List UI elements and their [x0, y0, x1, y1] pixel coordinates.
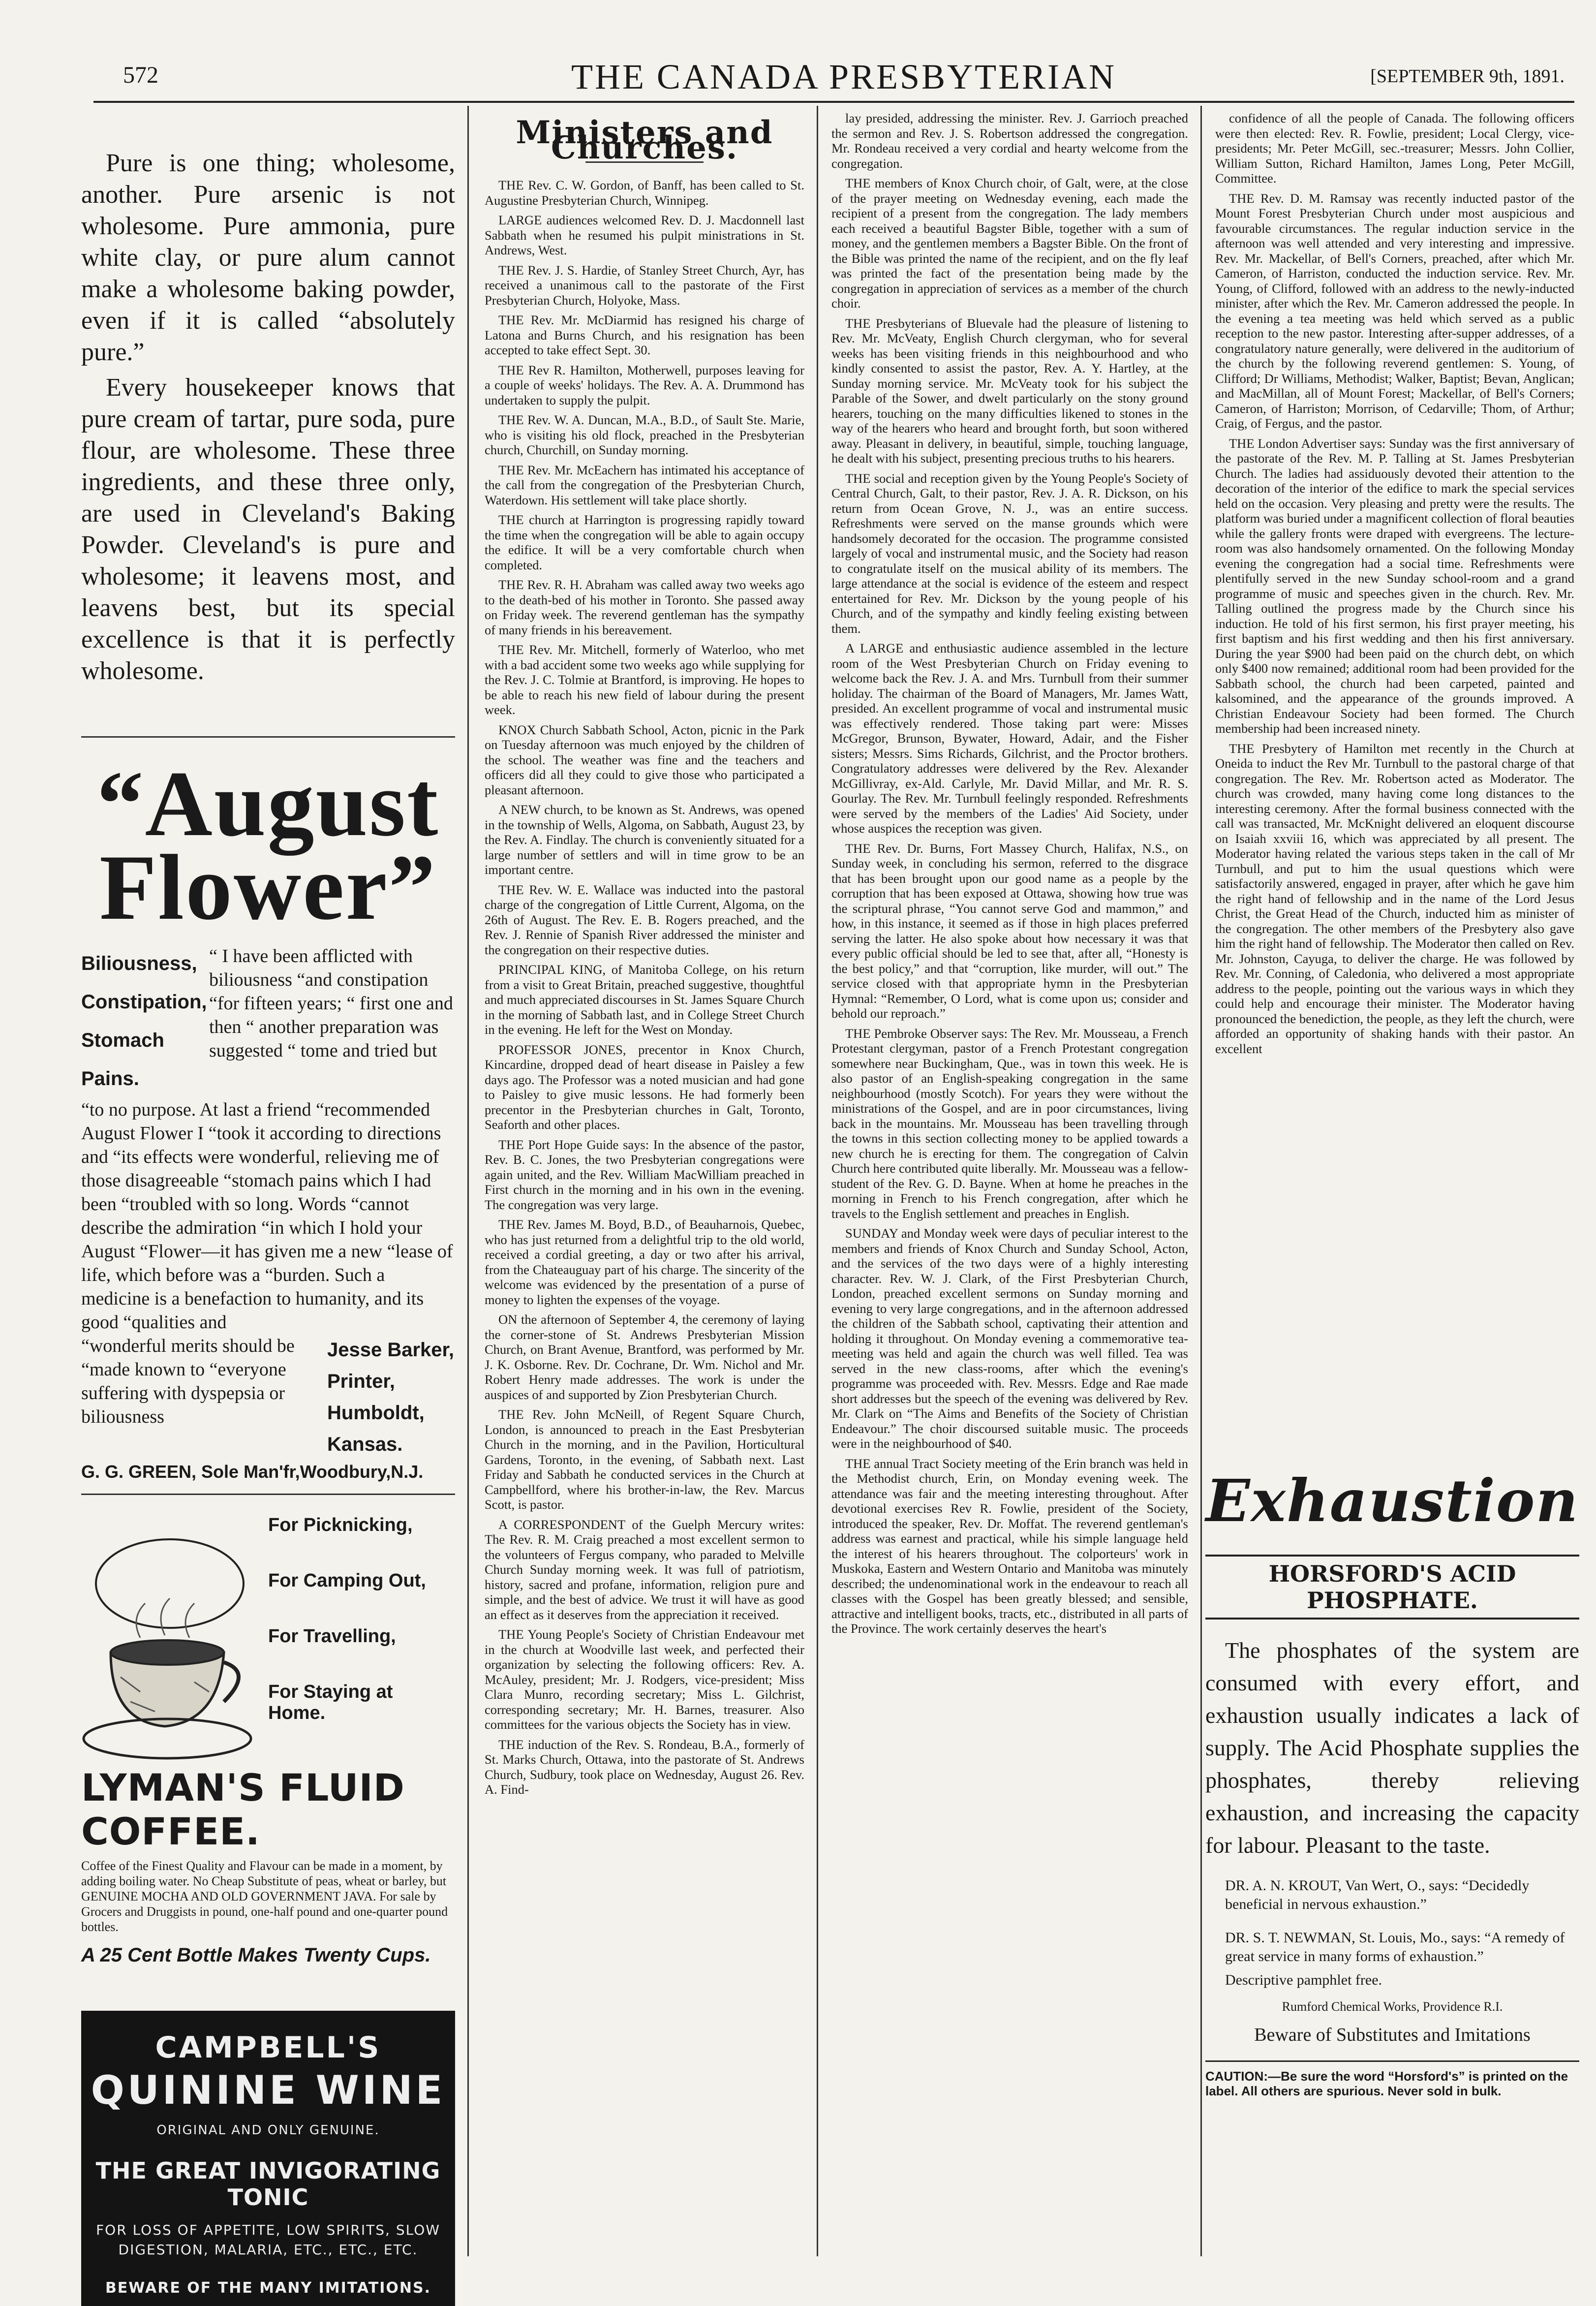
- article-list: [1215, 111, 1574, 1056]
- article-paragraph: THE Rev. D. M. Ramsay was recently inducted pastor of the Mount Forest Presbyterian Church under most auspicious and favourable circumstances. The regular induction service in the afternoon was well attended and very interesting and impressive. Rev. Mr. Mackellar, of Bell's Corners, preached, after which Mr. Cameron, of Harriston, conducted the induction service. Rev. Mr. Young, of Clifford, followed with an address to the newly-inducted minister, after which the Rev. Mr. Cameron addressed the people. In the evening a tea meeting was held which served as a public reception to the new pastor. Interesting after-supper addresses, of a congratulatory nature generally, were delivered in the auditorium of the church by the following reverend gentlemen: S. Young, of Clifford; Dr Williams, Methodist; Walker, Baptist; Bevan, Anglican; and MacMillan, all of Mount Forest; Mackellar, of Bell's Corners; Cameron, of Harriston; Morrison, of Cedarville; Thom, of Arthur; Craig, of Fergus, and the pastor.: [1215, 190, 1574, 431]
- article-paragraph: confidence of all the people of Canada. The following officers were then elected: Rev. R. Fowlie, president; Local Clergy, vice-presidents; Mr. Peter McGill, sec.-treasurer; Messrs. John Collier, William Sutton, Richard Hamilton, James Long, Peter McGill, Committee.: [1215, 111, 1574, 186]
- article-paragraph: A NEW church, to be known as St. Andrews, was opened in the township of Wells, Algoma, on Sabbath, August 23, by the Rev. A. Findlay. The church is conveniently situated for a large number of settlers and will in time grow to be an important centre.: [485, 802, 804, 877]
- article-paragraph: THE Rev R. Hamilton, Motherwell, purposes leaving for a couple of weeks' holidays. The Rev. A. A. Drummond has undertaken to supply the pulpit.: [485, 362, 804, 407]
- article-paragraph: THE Rev. W. A. Duncan, M.A., B.D., of Sault Ste. Marie, who is visiting his old flock, preached in the Presbyterian church, Churchill, on Sunday morning.: [485, 412, 804, 457]
- article-paragraph: THE Rev. James M. Boyd, B.D., of Beauharnois, Quebec, who has just returned from a delightful trip to the old world, received a cordial greeting, a day or two after his arrival, from the Chateauguay part of his charge. The sincerity of the welcome was evidenced by the presentation of a purse of money to lighten the expenses of the voyage.: [485, 1217, 804, 1307]
- ad-title-line: Flower”: [99, 836, 437, 939]
- article-paragraph: THE Rev. Dr. Burns, Fort Massey Church, Halifax, N.S., on Sunday week, in concluding his sermon, referred to the disgrace that has been brought upon our good name as a people by the corruption that has been exposed at Ottawa, showing how true was the scriptural phrase, “You cannot serve God and mammon,” and how, in this instance, it seemed as if those in high places preferred serving the latter. He also spoke about how necessary it was that every public official should be led to see that, after all, “Honesty is the best policy,” and that “corruption, like murder, will out.” The service closed with that appropriate hymn in the Presbyterian Hymnal: “Remember, O Lord, what is come upon us; consider and behold our reproach.”: [831, 841, 1188, 1021]
- column-rule: [1200, 106, 1202, 2256]
- signer-line: Jesse Barker,: [327, 1339, 455, 1361]
- article-paragraph: THE Rev. J. S. Hardie, of Stanley Street Church, Ayr, has received a unanimous call to the pastorate of the First Presbyterian Church, Holyoke, Mass.: [485, 262, 804, 308]
- article-paragraph: lay presided, addressing the minister. Rev. J. Garrioch preached the sermon and Rev. J. S. Robertson addressed the congregation. Mr. Rondeau received a very cordial and hearty welcome from the congregation.: [831, 111, 1188, 171]
- fine-print: Coffee of the Finest Quality and Flavour can be made in a moment, by adding boiling water. No Cheap Substitute of peas, wheat or barley, but GENUINE MOCHA AND OLD GOVERNMENT JAVA. For sale by Grocers and Druggists in pound, one-half pound and one-quarter pound bottles.: [81, 1859, 448, 1934]
- issue-date: [SEPTEMBER 9th, 1891.: [1370, 66, 1565, 87]
- article-paragraph: THE Young People's Society of Christian Endeavour met in the church at Woodville last week, and perfected their organization by selecting the following officers: Rev. A. McAuley, president; Mr. J. Rodgers, vice-president; Miss Clara Munro, recording secretary; Miss L. Gilchrist, corresponding secretary; Mr. H. Barnes, treasurer. Also committees for the various objects the Society has in view.: [485, 1627, 804, 1732]
- ad-body: The phosphates of the system are consumed with every effort, and exhaustion usually indicates a lack of supply. The Acid Phosphate supplies the phosphates, thereby relieving exhaustion, and increasing the capacity for labour. Pleasant to the taste.: [1205, 1638, 1579, 1858]
- ad-headline: HORSFORD'S ACID PHOSPHATE.: [1205, 1555, 1579, 1620]
- testimonial-body: “to no purpose. At last a friend “recommended August Flower I “took it according to directions and “its effects were wonderful, relieving me of those disagreeable “stomach pains which I had been “troubled with so long. Words “cannot describe the admiration “in which I hold your August “Flower—it has given me a new “lease of life, which before was a “burden. Such a medicine is a benefaction to humanity, and its good “qualities and: [81, 1099, 453, 1333]
- ad-title: Exhaustion: [1205, 1466, 1579, 1535]
- ailment: Stomach: [81, 1029, 164, 1051]
- signer-line: Printer,: [327, 1371, 395, 1392]
- article-paragraph: THE church at Harrington is progressing rapidly toward the time when the congregation will be able to again occupy the edifice. It will be a very comfortable church when completed.: [485, 512, 804, 572]
- use-item: For Staying at Home.: [268, 1682, 393, 1723]
- section-heading: Ministers and Churches.: [516, 114, 773, 166]
- article-paragraph: ON the afternoon of September 4, the ceremony of laying the corner-stone of St. Andrews Presbyterian Mission Church, on Brant Avenue, Brantford, was performed by Mr. J. K. Osborne. Rev. Dr. Cochrane, Dr. Wm. Nichol and Mr. Robert Henry made addresses. The work is under the auspices of and supported by Zion Presbyterian Church.: [485, 1312, 804, 1402]
- article-paragraph: A CORRESPONDENT of the Guelph Mercury writes: The Rev. R. M. Craig preached a most excellent sermon to the volunteers of Fergus company, who paraded to Melville Church Sunday morning week. It was full of patriotism, history, sacred and profane, information, religion pure and simple, and the best of advice. We trust it will have as good an effect as it deserves from the appreciation it received.: [485, 1517, 804, 1622]
- ad-paragraph: Pure is one thing; wholesome, another. Pure arsenic is not wholesome. Pure ammonia, pure white clay, or pure alum cannot make a wholesome baking powder, even if it is called “absolutely pure.”: [81, 149, 455, 366]
- article-paragraph: THE social and reception given by the Young People's Society of Central Church, Galt, to their pastor, Rev. J. A. R. Dickson, on his return from Ocean Grove, N. J., was an entire success. Refreshments were served on the manse grounds which were handsomely decorated for the occasion. The programme consisted largely of vocal and instrumental music, and the Society had reason to congratulate itself on the musical ability of its members. The large attendance at the social is evidence of the esteem and respect entertained for Rev. Mr. Dickson by the young people of his Church, and of the sympathy and kindly feeling existing between them.: [831, 470, 1188, 636]
- article-paragraph: THE Rev. John McNeill, of Regent Square Church, London, is announced to preach in the East Presbyterian Church in the morning, and in the Pavilion, Horticultural Gardens, Toronto, in the evening, of Sabbath next. Last Friday and Sabbath he conducted services in the Church at Campbellford, where his brother-in-law, the Rev. Marcus Scott, is pastor.: [485, 1407, 804, 1512]
- testimonial: DR. S. T. NEWMAN, St. Louis, Mo., says: “A remedy of great service in many forms of exhaustion.”: [1225, 1930, 1565, 1964]
- ad-title-line: “August: [96, 752, 440, 856]
- ad-line: ORIGINAL AND ONLY GENUINE.: [156, 2123, 380, 2138]
- column-rule: [817, 106, 818, 2256]
- pamphlet-note: Descriptive pamphlet free.: [1225, 1972, 1382, 1988]
- article-paragraph: THE Rev. Mr. McDiarmid has resigned his charge of Latona and Burns Church, and his resignation has been accepted to take effect Sept. 30.: [485, 312, 804, 357]
- lymans-fluid-coffee-ad: [81, 1515, 455, 1966]
- testimonial-start: “ I have been afflicted with biliousness “and constipation “for fifteen years; “ first one and then “ another preparation was suggested “ tome and tried but: [209, 946, 453, 1061]
- use-list: [258, 1515, 455, 1771]
- ailment: Pains.: [81, 1068, 139, 1090]
- tagline: A 25 Cent Bottle Makes Twenty Cups.: [81, 1944, 431, 1966]
- ad-body: [81, 944, 455, 1484]
- signer-line: Kansas.: [327, 1433, 403, 1455]
- article-list: [485, 178, 804, 1797]
- august-flower-ad: [81, 752, 455, 1484]
- manufacturer: G. G. GREEN, Sole Man'fr,Woodbury,N.J.: [81, 1462, 424, 1482]
- article-paragraph: THE Presbyterians of Bluevale had the pleasure of listening to Rev. Mr. McVeaty, English Church clergyman, who for several weeks has been visiting friends in this neighbourhood and who kindly consented to assist the pastor, Rev. A. Y. Hartley, at the Sunday morning service. Mr. McVeaty took for his subject the Parable of the Sower, and dwelt particularly on the stony ground hearers, touching on the many difficulties likened to stones in the way of the hearers who heard and brought forth, but soon withered away. Pleasant in delivery, in beautiful, simple, touching language, he dealt with his subject, presenting precious truths to his hearers.: [831, 315, 1188, 466]
- testimonial-end: [81, 1334, 455, 1460]
- article-paragraph: THE Presbytery of Hamilton met recently in the Church at Oneida to induct the Rev Mr. Turnbull to the pastoral charge of that congregation. The Rev. Mr. Robertson acted as Moderator. The church was crowded, many having come long distances to the interesting ceremony. After the formal business connected with the call was transacted, Mr. McKnight delivered an eloquent discourse on Isaiah xxviii 16, which was appreciated by all present. The Moderator having related the various steps taken in the call of Mr Turnbull, and put to him the usual questions which were satisfactorily answered, engaged in prayer, after which he gave him the right hand of fellowship and in the name of the Lord Jesus Christ, the Great Head of the Church, inducted him as minister of the congregation. The other members of the Presbytery also gave him the right hand of fellowship. The Moderator then called on Rev. Mr. Johnston, Cayuga, to deliver the charge. He was followed by Rev. Mr. Conning, of Caledonia, who delivered a most appropriate address to the people, pointing out the various ways in which they could help and encourage their minister. The Moderator having pronounced the benediction, the people, as they left the church, were afforded an opportunity of shaking hands with their pastor. An excellent: [1215, 741, 1574, 1056]
- article-paragraph: THE Port Hope Guide says: In the absence of the pastor, Rev. B. C. Jones, the two Presbyterian congregations were again united, and the Rev. William MacWilliam preached in First church in the morning and in his own in the evening. The congregation was very large.: [485, 1137, 804, 1212]
- article-paragraph: LARGE audiences welcomed Rev. D. J. Macdonnell last Sabbath when he resumed his pulpit ministrations in St. Andrews, West.: [485, 213, 804, 257]
- use-item: For Travelling,: [268, 1626, 396, 1647]
- text-column-2: [831, 111, 1188, 1641]
- use-item: For Picknicking,: [268, 1515, 413, 1535]
- ad-line: BEWARE OF THE MANY IMITATIONS.: [105, 2279, 431, 2297]
- use-item: For Camping Out,: [268, 1570, 426, 1591]
- ad-top: [81, 1515, 455, 1771]
- masthead: THE CANADA PRESBYTERIAN: [571, 57, 1117, 96]
- testimonial: DR. A. N. KROUT, Van Wert, O., says: “Decidedly beneficial in nervous exhaustion.”: [1225, 1877, 1530, 1912]
- ad-title: [81, 752, 455, 939]
- header-rule: [93, 101, 1574, 103]
- ad-paragraph: Every housekeeper knows that pure cream of tartar, pure soda, pure flour, are wholesome. These three ingredients, and these three only, are used in Cleveland's Baking Powder. Cleveland's is pure and wholesome; it leavens most, and leavens best, but its special excellence is that it is perfectly wholesome.: [81, 374, 455, 685]
- article-paragraph: THE Pembroke Observer says: The Rev. Mr. Mousseau, a French Protestant clergyman, pastor of a French Protestant congregation somewhere near Buckingham, Que., was in town this week. He is also pastor of an English-speaking congregation in the same neighbourhood (mostly Scotch). For years they were without the ministrations of the Gospel, and are in poor circumstances, living back in the mountains. Mr. Mousseau has been travelling through the towns in this section collecting money to be applied towards a new church he is erecting for them. The congregation of Calvin Church here contributed quite liberally. Mr. Mousseau was a fellow-student of the Rev. G. D. Bayne. When at home he preaches in the morning in French to his French congregation, after which he travels to the English settlement and preaches in English.: [831, 1026, 1188, 1221]
- article-paragraph: THE annual Tract Society meeting of the Erin branch was held in the Methodist church, Erin, on Monday evening week. The attendance was fair and the meeting interesting throughout. After devotional exercises Rev R. Fowlie, president of the Society, introduced the speaker, Rev. Dr. Moffat. The reverend gentleman's address was earnest and practical, while his simple language held the interest of his hearers throughout. The colporteurs' work in Muskoka, Eastern and Western Ontario and Manitoba was minutely described; the undenominational work in the endeavour to reach all classes with the Gospel has been greatly blessed; and sensible, attractive and intelligent books, tracts, etc., distributed in all parts of the Province. The work certainly deserves the heart's: [831, 1456, 1188, 1636]
- ad-divider: [81, 736, 455, 738]
- article-paragraph: THE Rev. R. H. Abraham was called away two weeks ago to the death-bed of his mother in Toronto. She passed away on Friday week. The reverend gentleman has the sympathy of many friends in his bereavement.: [485, 577, 804, 637]
- column-rule: [467, 106, 469, 2256]
- ad-divider: [81, 1494, 455, 1495]
- article-paragraph: A LARGE and enthusiastic audience assembled in the lecture room of the West Presbyterian Church on Friday evening to welcome back the Rev. J. A. and Mrs. Turnbull from their summer holiday. The chairman of the Board of Managers, Mr. James Watt, presided. An excellent programme of vocal and instrumental music was effectively rendered. Those taking part were: Misses McGregor, Brunson, Bywater, Howard, Adair, and the Fisher sisters; Messrs. Sims Richards, Gilchrist, and the Proctor brothers. Congratulatory addresses were delivered by the Rev. Alexander McGillivray, ex-Ald. Carlyle, Mr. David Millar, and Mr. R. S. Gourlay. The Rev. Mr. Turnbull feelingly responded. Refreshments were served by the members of the Ladies' Aid Society, under whose auspices the reception was given.: [831, 641, 1188, 836]
- advertisement-column: [81, 111, 455, 2306]
- coffee-cup-icon: [81, 1515, 258, 1771]
- signer-line: Humboldt,: [327, 1402, 425, 1424]
- ad-line: THE GREAT INVIGORATING TONIC: [95, 2157, 441, 2211]
- ad-line: FOR LOSS OF APPETITE, LOW SPIRITS, SLOW DIGESTION, MALARIA, ETC., ETC., ETC.: [96, 2222, 440, 2258]
- page-number: 572: [123, 62, 158, 88]
- article-paragraph: THE Rev. W. E. Wallace was inducted into the pastoral charge of the congregation of Little Current, Algoma, on the 26th of August. The Rev. E. B. Rogers preached, and the Rev. J. Rennie of Spanish River addressed the minister and the congregation on their respective duties.: [485, 882, 804, 957]
- ailment: Biliousness,: [81, 953, 197, 974]
- article-paragraph: THE members of Knox Church choir, of Galt, were, at the close of the prayer meeting on Wednesday evening, each made the recipient of a present from the congregation. The lady members each received a beautiful Bagster Bible, together with a sum of money, and the gentlemen members a Bagster Bible. On the front of the Bible was printed the name of the recipient, and on the fly leaf was printed the fact of the presentation being made by the congregation in appreciation of services as a member of the church choir.: [831, 176, 1188, 311]
- signer: [327, 1334, 455, 1460]
- ad-line: CAMPBELL'S: [155, 2030, 381, 2065]
- article-paragraph: KNOX Church Sabbath School, Acton, picnic in the Park on Tuesday afternoon was much enjoyed by the children of the school. The weather was fine and the teachers and officers did all they could to give those who participated a pleasant afternoon.: [485, 722, 804, 797]
- ad-split: [81, 944, 455, 1098]
- horsfords-acid-phosphate-ad: [1205, 1466, 1579, 2098]
- article-paragraph: THE Rev. C. W. Gordon, of Banff, has been called to St. Augustine Presbyterian Church, Winnipeg.: [485, 178, 804, 208]
- article-paragraph: PRINCIPAL KING, of Manitoba College, on his return from a visit to Great Britain, preached suggestive, thoughtful and much appreciated discourses in St. James Square Church in the morning of Sabbath last, and in College Street Church in the evening. He left for the West on Monday.: [485, 962, 804, 1037]
- campbells-quinine-wine-ad: [81, 2011, 455, 2306]
- beware-notice: Beware of Substitutes and Imitations: [1254, 2025, 1531, 2045]
- ailment: Constipation,: [81, 991, 207, 1013]
- article-paragraph: THE Rev. Mr. Mitchell, formerly of Waterloo, who met with a bad accident some two weeks ago while supplying for the Rev. J. C. Tolmie at Brantford, is improving. He hopes to be able to reach his new field of labour during the present week.: [485, 642, 804, 717]
- cleveland-baking-powder-ad: [81, 148, 455, 687]
- article-list: [831, 111, 1188, 1636]
- manufacturer: Rumford Chemical Works, Providence R.I.: [1282, 1999, 1503, 2014]
- ad-title: LYMAN'S FLUID COFFEE.: [81, 1766, 405, 1853]
- article-paragraph: THE London Advertiser says: Sunday was the first anniversary of the pastorate of the Rev. M. P. Talling at St. James Presbyterian Church. The ladies had assiduously devoted their attention to the decoration of the interior of the edifice to mark the special services held on the occasion. Very pleasing and pretty were the results. The platform was buried under a magnificent collection of floral beauties while the gallery fronts were draped with evergreens. The lecture-room was also handsomely ornamented. On the following Monday evening the congregation had a social time. Refreshments were plentifully served in the new Sunday school-room and a grand programme of music and speeches given in the church. Rev. Mr. Talling outlined the progress made by the Church since his induction. He told of his first sermon, his first prayer meeting, his first baptism and his first wedding and then his first anniversary. During the year $900 had been paid on the church debt, on which only $400 now remained; additional room had been provided for the Sabbath school, the church had been carpeted, painted and kalsomined, and the appearance of the grounds improved. A Christian Endeavour Society had been formed. The Church membership had been increased ninety.: [1215, 436, 1574, 736]
- ailment-list: [81, 944, 209, 1098]
- testimonial-close: “wonderful merits should be “made known to “everyone suffering with dyspepsia or biliousness: [81, 1336, 295, 1427]
- text-column-1: [485, 111, 804, 1802]
- article-paragraph: SUNDAY and Monday week were days of peculiar interest to the members and friends of Knox Church and Sunday School, Acton, and the services of the two days were of a highly interesting character. Rev. W. J. Clark, of the First Presbyterian Church, London, preached excellent sermons on Sunday morning and evening to very large congregations, and in the afternoon addressed the children of the Sabbath school, captivating their attention and holding it throughout. On Monday evening a commemorative tea-meeting was held and again the church was well filled. Tea was served in the new class-rooms, after which the evening's programme was proceeded with. Rev. Messrs. Edge and Rae made short addresses but the speech of the evening was delivered by Rev. Mr. Clark on “The Aims and Benefits of the Society of Christian Endeavour.” The choir discoursed suitable music. The proceeds were in the neighbourhood of $40.: [831, 1226, 1188, 1451]
- article-paragraph: THE induction of the Rev. S. Rondeau, B.A., formerly of St. Marks Church, Ottawa, into the pastorate of St. Andrews Church, Sudbury, took place on Wednesday, August 26. Rev. A. Find-: [485, 1737, 804, 1797]
- article-paragraph: PROFESSOR JONES, precentor in Knox Church, Kincardine, dropped dead of heart disease in Paisley a few days ago. The Professor was a noted musician and had gone to Paisley to give music lessons. He had formerly been precentor in the Presbyterian churches in Galt, Toronto, Seaforth and other places.: [485, 1042, 804, 1132]
- text-column-3: [1215, 111, 1574, 1061]
- ad-line: QUININE WINE: [91, 2067, 446, 2113]
- page-header: [123, 52, 1565, 106]
- caution-notice: CAUTION:—Be sure the word “Horsford's” is printed on the label. All others are spurious. Never sold in bulk.: [1205, 2060, 1579, 2098]
- article-paragraph: THE Rev. Mr. McEachern has intimated his acceptance of the call from the congregation of the Presbyterian Church, Waterdown. His settlement will take place shortly.: [485, 462, 804, 507]
